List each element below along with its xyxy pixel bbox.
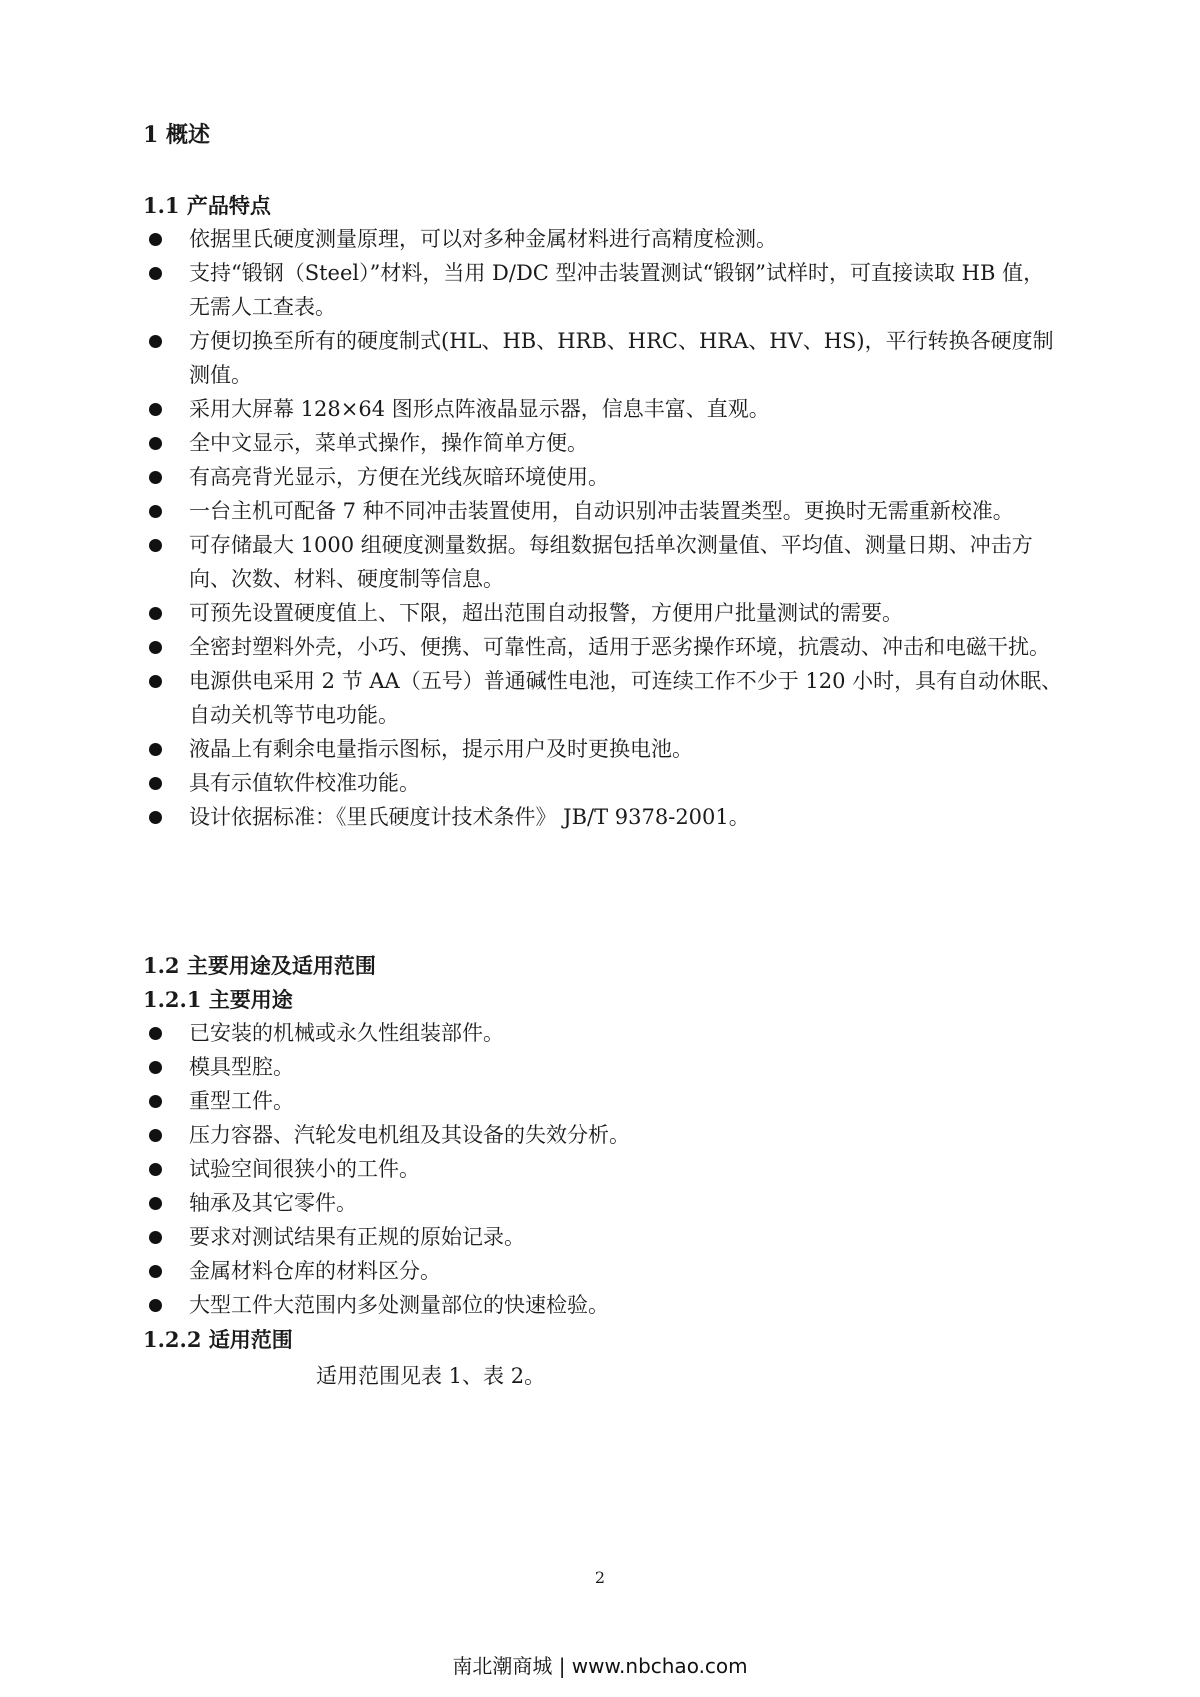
section-1-2-2-heading: 1.2.2 适用范围: [143, 1327, 293, 1352]
list-item: 压力容器、汽轮发电机组及其设备的失效分析。: [143, 1118, 1063, 1152]
bullet-icon: [149, 1163, 162, 1176]
site-footer: 南北潮商城 | www.nbchao.com: [452, 1654, 748, 1678]
bullet-icon: [149, 1129, 162, 1142]
feature-list: [143, 222, 1063, 834]
bullet-icon: [149, 1231, 162, 1244]
list-item: 试验空间很狭小的工件。: [143, 1152, 1063, 1186]
usage-list: [143, 1016, 1063, 1322]
list-item: 金属材料仓库的材料区分。: [143, 1254, 1063, 1288]
bullet-icon: [149, 1095, 162, 1108]
bullet-icon: [149, 335, 162, 348]
bullet-icon: [149, 1061, 162, 1074]
list-item: 设计依据标准：《里氏硬度计技术条件》 JB/T 9378-2001。: [143, 800, 1063, 834]
list-item: 全中文显示，菜单式操作，操作简单方便。: [143, 426, 1063, 460]
section-1-1-heading: 1.1 产品特点: [143, 193, 271, 218]
list-item: 全密封塑料外壳，小巧、便携、可靠性高，适用于恶劣操作环境，抗震动、冲击和电磁干扰。: [143, 630, 1063, 664]
list-item: 大型工件大范围内多处测量部位的快速检验。: [143, 1288, 1063, 1322]
bullet-icon: [149, 743, 162, 756]
bullet-icon: [149, 471, 162, 484]
list-item: 有高亮背光显示，方便在光线灰暗环境使用。: [143, 460, 1063, 494]
bullet-icon: [149, 607, 162, 620]
list-item: 一台主机可配备 7 种不同冲击装置使用，自动识别冲击装置类型。更换时无需重新校准。: [143, 494, 1063, 528]
list-item: 采用大屏幕 128×64 图形点阵液晶显示器，信息丰富、直观。: [143, 392, 1063, 426]
section-1-2-heading: 1.2 主要用途及适用范围: [143, 953, 376, 978]
list-item: 支持“锻钢（Steel）”材料，当用 D/DC 型冲击装置测试“锻钢”试样时，可直接读取 HB 值，无需人工查表。: [143, 256, 1063, 324]
list-item: 液晶上有剩余电量指示图标，提示用户及时更换电池。: [143, 732, 1063, 766]
scope-paragraph: 适用范围见表 1、表 2。: [316, 1364, 546, 1388]
bullet-icon: [149, 539, 162, 552]
list-item: 可预先设置硬度值上、下限，超出范围自动报警，方便用户批量测试的需要。: [143, 596, 1063, 630]
bullet-icon: [149, 1265, 162, 1278]
bullet-icon: [149, 777, 162, 790]
section-1-2-1-heading: 1.2.1 主要用途: [143, 987, 293, 1012]
list-item: 可存储最大 1000 组硬度测量数据。每组数据包括单次测量值、平均值、测量日期、冲击方向、次数、材料、硬度制等信息。: [143, 528, 1063, 596]
list-item: 重型工件。: [143, 1084, 1063, 1118]
list-item: 具有示值软件校准功能。: [143, 766, 1063, 800]
bullet-icon: [149, 505, 162, 518]
bullet-icon: [149, 267, 162, 280]
list-item: 要求对测试结果有正规的原始记录。: [143, 1220, 1063, 1254]
list-item: 已安装的机械或永久性组装部件。: [143, 1016, 1063, 1050]
page-number: 2: [594, 1568, 606, 1587]
bullet-icon: [149, 641, 162, 654]
bullet-icon: [149, 1027, 162, 1040]
list-item: 依据里氏硬度测量原理，可以对多种金属材料进行高精度检测。: [143, 222, 1063, 256]
bullet-icon: [149, 675, 162, 688]
bullet-icon: [149, 1299, 162, 1312]
list-item: 电源供电采用 2 节 AA（五号）普通碱性电池，可连续工作不少于 120 小时，具有自动休眠、自动关机等节电功能。: [143, 664, 1063, 732]
bullet-icon: [149, 233, 162, 246]
list-item: 模具型腔。: [143, 1050, 1063, 1084]
bullet-icon: [149, 811, 162, 824]
bullet-icon: [149, 1197, 162, 1210]
bullet-icon: [149, 403, 162, 416]
list-item: 方便切换至所有的硬度制式(HL、HB、HRB、HRC、HRA、HV、HS)，平行转换各硬度制测值。: [143, 324, 1063, 392]
bullet-icon: [149, 437, 162, 450]
section-1-heading: 1 概述: [143, 122, 210, 148]
list-item: 轴承及其它零件。: [143, 1186, 1063, 1220]
